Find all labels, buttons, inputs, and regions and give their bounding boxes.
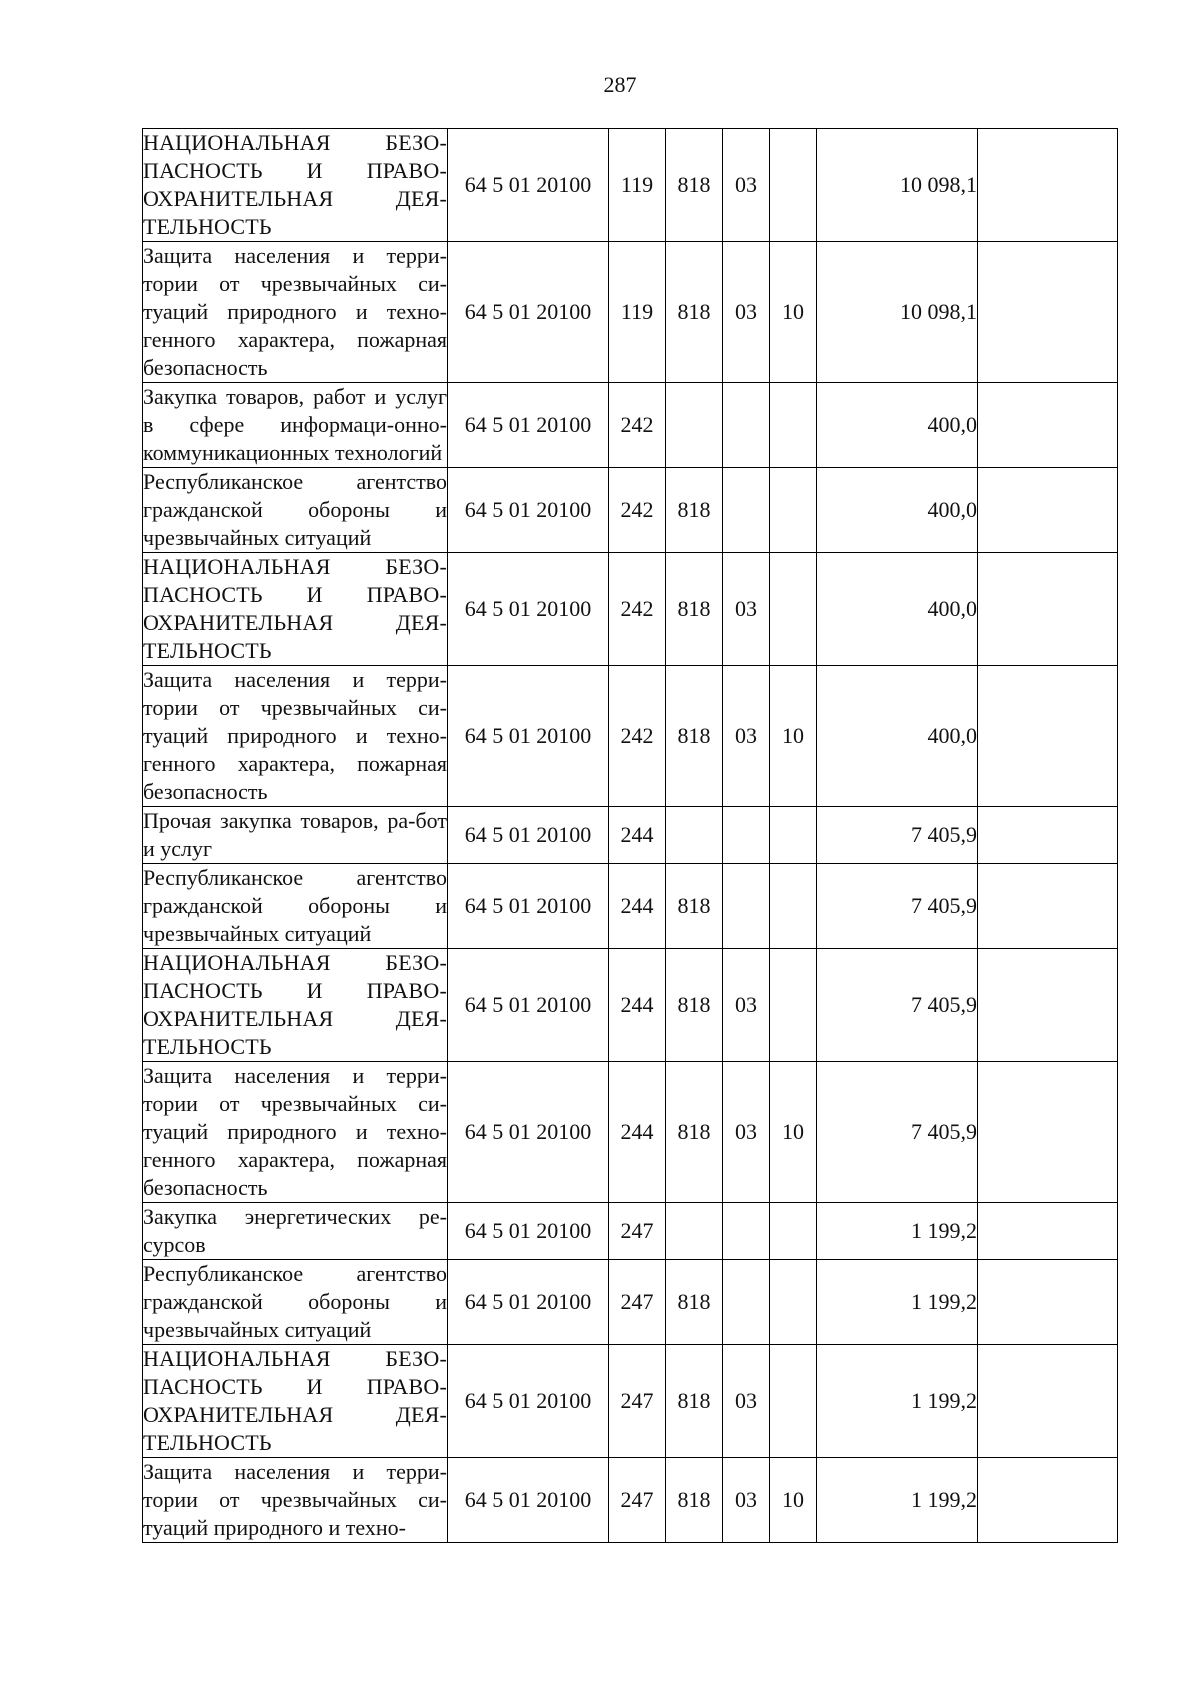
table-row — [143, 1062, 1118, 1203]
row-target-code: 64 5 01 20100 — [448, 807, 609, 864]
row-section — [723, 468, 770, 553]
row-department: 818 — [666, 949, 723, 1062]
row-target-code: 64 5 01 20100 — [448, 1062, 609, 1203]
row-expense-type: 244 — [609, 949, 666, 1062]
row-description: НАЦИОНАЛЬНАЯ БЕЗО-ПАСНОСТЬ И ПРАВО-ОХРАНИТЕЛЬНАЯ ДЕЯ-ТЕЛЬНОСТЬ — [143, 1345, 448, 1458]
row-expense-type: 244 — [609, 864, 666, 949]
row-department: 818 — [666, 1260, 723, 1345]
row-amount: 400,0 — [817, 553, 978, 666]
row-description: Закупка товаров, работ и услуг в сфере информаци-онно-коммуникационных технологий — [143, 383, 448, 468]
row-expense-type: 244 — [609, 1062, 666, 1203]
table-row — [143, 553, 1118, 666]
row-extra — [978, 807, 1118, 864]
row-expense-type: 247 — [609, 1458, 666, 1543]
row-amount: 7 405,9 — [817, 807, 978, 864]
row-description: НАЦИОНАЛЬНАЯ БЕЗО-ПАСНОСТЬ И ПРАВО-ОХРАНИТЕЛЬНАЯ ДЕЯ-ТЕЛЬНОСТЬ — [143, 949, 448, 1062]
row-department: 818 — [666, 129, 723, 242]
row-subsection — [770, 468, 817, 553]
row-amount: 1 199,2 — [817, 1458, 978, 1543]
table-row — [143, 864, 1118, 949]
row-description: Защита населения и терри-тории от чрезвычайных си-туаций природного и техно-генного характера, пожарная безопасность — [143, 666, 448, 807]
row-target-code: 64 5 01 20100 — [448, 383, 609, 468]
row-subsection — [770, 553, 817, 666]
row-department — [666, 383, 723, 468]
row-expense-type: 119 — [609, 242, 666, 383]
row-section: 03 — [723, 666, 770, 807]
row-subsection — [770, 949, 817, 1062]
row-target-code: 64 5 01 20100 — [448, 242, 609, 383]
row-extra — [978, 1260, 1118, 1345]
row-expense-type: 242 — [609, 666, 666, 807]
row-subsection — [770, 864, 817, 949]
row-target-code: 64 5 01 20100 — [448, 1260, 609, 1345]
row-amount: 400,0 — [817, 383, 978, 468]
row-description: Республиканское агентство гражданской обороны и чрезвычайных ситуаций — [143, 468, 448, 553]
row-department — [666, 807, 723, 864]
row-expense-type: 247 — [609, 1260, 666, 1345]
row-extra — [978, 129, 1118, 242]
row-department: 818 — [666, 242, 723, 383]
row-department: 818 — [666, 468, 723, 553]
row-expense-type: 242 — [609, 383, 666, 468]
table-row — [143, 1458, 1118, 1543]
table-row — [143, 1203, 1118, 1260]
row-section: 03 — [723, 129, 770, 242]
row-expense-type: 247 — [609, 1203, 666, 1260]
row-extra — [978, 1062, 1118, 1203]
table-row — [143, 1345, 1118, 1458]
row-target-code: 64 5 01 20100 — [448, 129, 609, 242]
table-row — [143, 242, 1118, 383]
row-target-code: 64 5 01 20100 — [448, 666, 609, 807]
budget-table — [142, 128, 1118, 1543]
row-subsection — [770, 129, 817, 242]
row-subsection: 10 — [770, 1062, 817, 1203]
row-extra — [978, 468, 1118, 553]
table-row — [143, 383, 1118, 468]
row-subsection: 10 — [770, 242, 817, 383]
row-department — [666, 1203, 723, 1260]
row-description: Защита населения и терри-тории от чрезвычайных си-туаций природного и техно- — [143, 1458, 448, 1543]
row-expense-type: 244 — [609, 807, 666, 864]
row-description: Республиканское агентство гражданской обороны и чрезвычайных ситуаций — [143, 1260, 448, 1345]
row-target-code: 64 5 01 20100 — [448, 864, 609, 949]
row-target-code: 64 5 01 20100 — [448, 468, 609, 553]
row-section: 03 — [723, 1062, 770, 1203]
row-target-code: 64 5 01 20100 — [448, 1458, 609, 1543]
row-target-code: 64 5 01 20100 — [448, 553, 609, 666]
row-section: 03 — [723, 1345, 770, 1458]
row-extra — [978, 242, 1118, 383]
row-section: 03 — [723, 949, 770, 1062]
row-department: 818 — [666, 864, 723, 949]
row-extra — [978, 864, 1118, 949]
row-expense-type: 242 — [609, 553, 666, 666]
row-subsection — [770, 1345, 817, 1458]
table-row — [143, 1260, 1118, 1345]
row-amount: 7 405,9 — [817, 949, 978, 1062]
row-extra — [978, 949, 1118, 1062]
row-department: 818 — [666, 1062, 723, 1203]
row-section: 03 — [723, 1458, 770, 1543]
row-section — [723, 1203, 770, 1260]
table-row — [143, 666, 1118, 807]
row-department: 818 — [666, 1458, 723, 1543]
row-description: Закупка энергетических ре-сурсов — [143, 1203, 448, 1260]
table-row — [143, 807, 1118, 864]
row-amount: 1 199,2 — [817, 1345, 978, 1458]
row-amount: 7 405,9 — [817, 864, 978, 949]
row-extra — [978, 383, 1118, 468]
row-subsection — [770, 807, 817, 864]
row-extra — [978, 666, 1118, 807]
row-target-code: 64 5 01 20100 — [448, 1203, 609, 1260]
row-amount: 10 098,1 — [817, 129, 978, 242]
table-row — [143, 468, 1118, 553]
budget-table-body — [143, 129, 1118, 1543]
row-subsection — [770, 383, 817, 468]
row-description: Республиканское агентство гражданской обороны и чрезвычайных ситуаций — [143, 864, 448, 949]
row-description: Защита населения и терри-тории от чрезвычайных си-туаций природного и техно-генного характера, пожарная безопасность — [143, 242, 448, 383]
row-subsection: 10 — [770, 666, 817, 807]
row-section — [723, 383, 770, 468]
row-amount: 10 098,1 — [817, 242, 978, 383]
row-amount: 400,0 — [817, 468, 978, 553]
row-department: 818 — [666, 666, 723, 807]
row-department: 818 — [666, 553, 723, 666]
row-section — [723, 1260, 770, 1345]
row-expense-type: 242 — [609, 468, 666, 553]
row-description: НАЦИОНАЛЬНАЯ БЕЗО-ПАСНОСТЬ И ПРАВО-ОХРАНИТЕЛЬНАЯ ДЕЯ-ТЕЛЬНОСТЬ — [143, 553, 448, 666]
row-description: Защита населения и терри-тории от чрезвычайных си-туаций природного и техно-генного характера, пожарная безопасность — [143, 1062, 448, 1203]
row-target-code: 64 5 01 20100 — [448, 949, 609, 1062]
row-amount: 7 405,9 — [817, 1062, 978, 1203]
row-description: НАЦИОНАЛЬНАЯ БЕЗО-ПАСНОСТЬ И ПРАВО-ОХРАНИТЕЛЬНАЯ ДЕЯ-ТЕЛЬНОСТЬ — [143, 129, 448, 242]
row-extra — [978, 1458, 1118, 1543]
row-subsection — [770, 1203, 817, 1260]
row-section: 03 — [723, 553, 770, 666]
row-section — [723, 864, 770, 949]
row-amount: 1 199,2 — [817, 1260, 978, 1345]
table-row — [143, 129, 1118, 242]
row-extra — [978, 1345, 1118, 1458]
row-description: Прочая закупка товаров, ра-бот и услуг — [143, 807, 448, 864]
row-target-code: 64 5 01 20100 — [448, 1345, 609, 1458]
page-number: 287 — [603, 72, 637, 97]
row-amount: 1 199,2 — [817, 1203, 978, 1260]
row-subsection — [770, 1260, 817, 1345]
row-department: 818 — [666, 1345, 723, 1458]
row-section: 03 — [723, 242, 770, 383]
row-extra — [978, 1203, 1118, 1260]
row-expense-type: 247 — [609, 1345, 666, 1458]
row-subsection: 10 — [770, 1458, 817, 1543]
table-row — [143, 949, 1118, 1062]
row-extra — [978, 553, 1118, 666]
row-section — [723, 807, 770, 864]
row-expense-type: 119 — [609, 129, 666, 242]
row-amount: 400,0 — [817, 666, 978, 807]
